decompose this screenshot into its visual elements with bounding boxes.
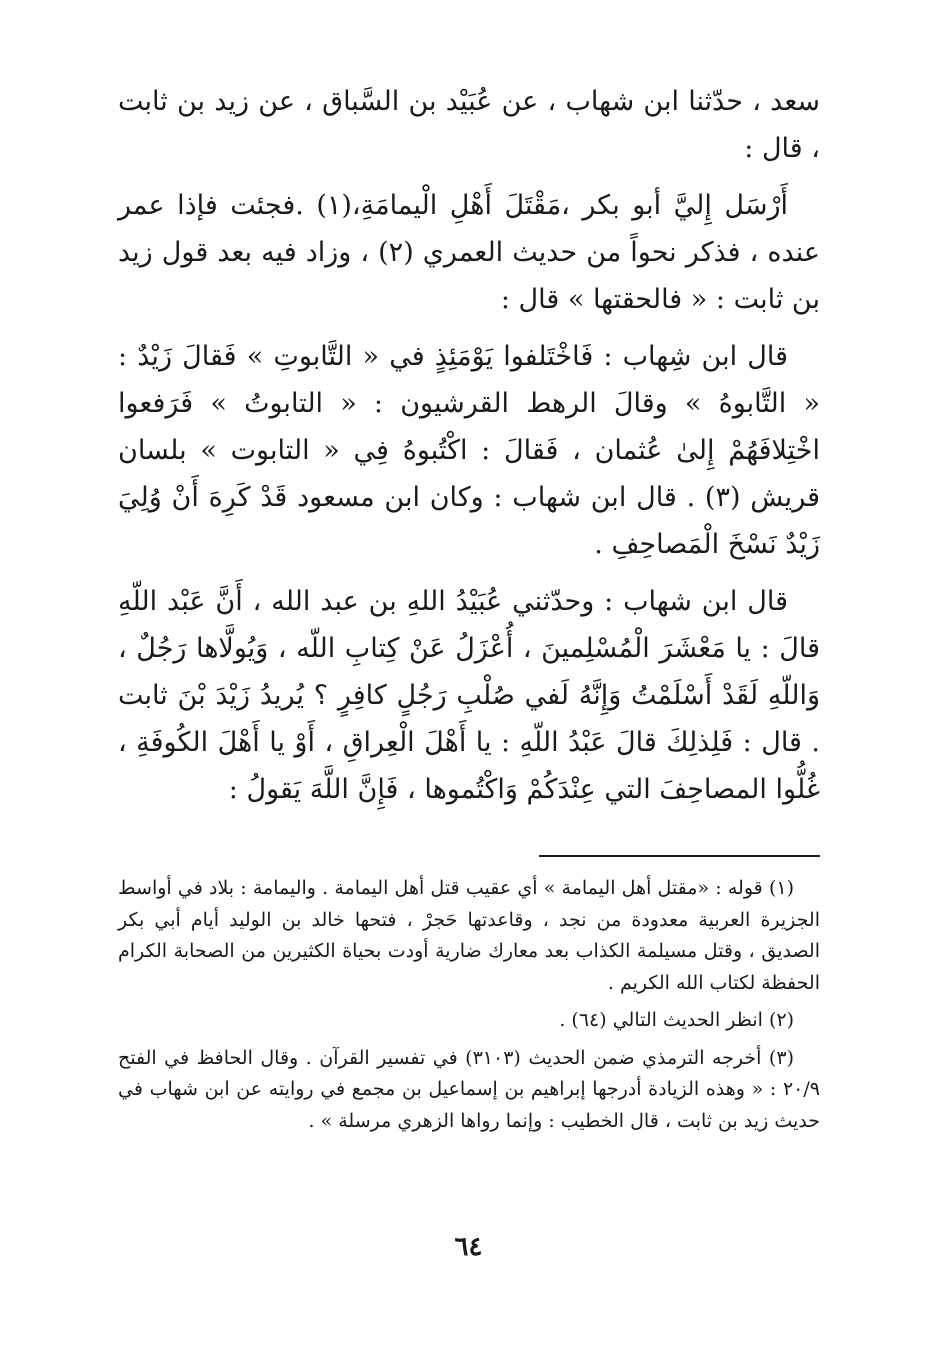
- body-paragraph: قال ابن شهاب : وحدّثني عُبَيْدُ اللهِ بن عبد الله ، أَنَّ عَبْد اللّهِ قالَ : يا مَعْشَرَ الْمُسْلِمينَ ، أُعْزَلُ عَنْ كِتابِ اللّه ، وَيُولَّاها رَجُلٌ ، وَاللّهِ لَقَدْ أَسْلَمْتُ وَإِنَّهُ لَفي صُلْبِ رَجُلٍ كافِرٍ ؟ يُريدُ زَيْدَ بْنَ ثابت . قال : فَلِذلِكَ قالَ عَبْدُ اللّهِ : يا أَهْلَ الْعِراقِ ، أَوْ يا أَهْلَ الكُوفَةِ ، غُلُّوا المصاحِفَ التي عِنْدَكُمْ وَاكْتُموها ، فَإِنَّ اللَّهَ يَقولُ :: [118, 586, 820, 805]
- main-text: [118, 78, 820, 823]
- footnote-divider: [539, 855, 820, 857]
- footnote: (١) قوله : «مقتل أهل اليمامة » أي عقيب قتل أهل اليمامة . واليمامة : بلاد في أواسط الجزيرة العربية معدودة من نجد ، وقاعدتها حَجرْ ، فتحها خالد بن الوليد أيام أبي بكر الصديق ، وقتل مسيلمة الكذاب بعد معارك ضارية أودت بحياة الكثيرين من الصحابة الكرام الحفظة لكتاب الله الكريم .: [118, 877, 820, 994]
- footnote: (٣) أخرجه الترمذي ضمن الحديث (٣١٠٣) في تفسير القرآن . وقال الحافظ في الفتح ٢٠/٩ : « وهذه الزيادة أدرجها إبراهيم بن إسماعيل بن مجمع في روايته عن ابن شهاب في حديث زيد بن ثابت ، قال الخطيب : وإنما رواها الزهري مرسلة » .: [118, 1046, 820, 1132]
- page-number: ٦٤: [454, 1232, 483, 1262]
- footnotes: [118, 873, 820, 1143]
- body-paragraph: أَرْسَل إِليَّ أبو بكر ،مَقْتَلَ أَهْلِ الْيمامَةِ،(١) .فجئت فإذا عمر عنده ، فذكر نحواً من حديث العمري (٢) ، وزاد فيه بعد قول زيد بن ثابت : « فالحقتها » قال :: [118, 190, 820, 315]
- body-paragraph: سعد ، حدّثنا ابن شهاب ، عن عُبَيْد بن السَّباق ، عن زيد بن ثابت ، قال :: [118, 86, 820, 164]
- body-paragraph: قال ابن شِهاب : فَاخْتَلفوا يَوْمَئِذٍ في « التَّابوتِ » فَقالَ زَيْدٌ : « التَّابوهُ » وقالَ الرهط القرشيون : « التابوتُ » فَرَفعوا اخْتِلافَهُمْ إِلىٰ عُثمان ، فَقالَ : اكْتُبوهُ فِي « التابوت » بلسان قريش (٣) . قال ابن شهاب : وكان ابن مسعود قَدْ كَرِهَ أَنْ وُلِيَ زَيْدٌ نَسْخَ الْمَصاحِفِ .: [118, 341, 820, 560]
- footnote: (٢) انظر الحديث التالي (٦٤) .: [559, 1009, 794, 1031]
